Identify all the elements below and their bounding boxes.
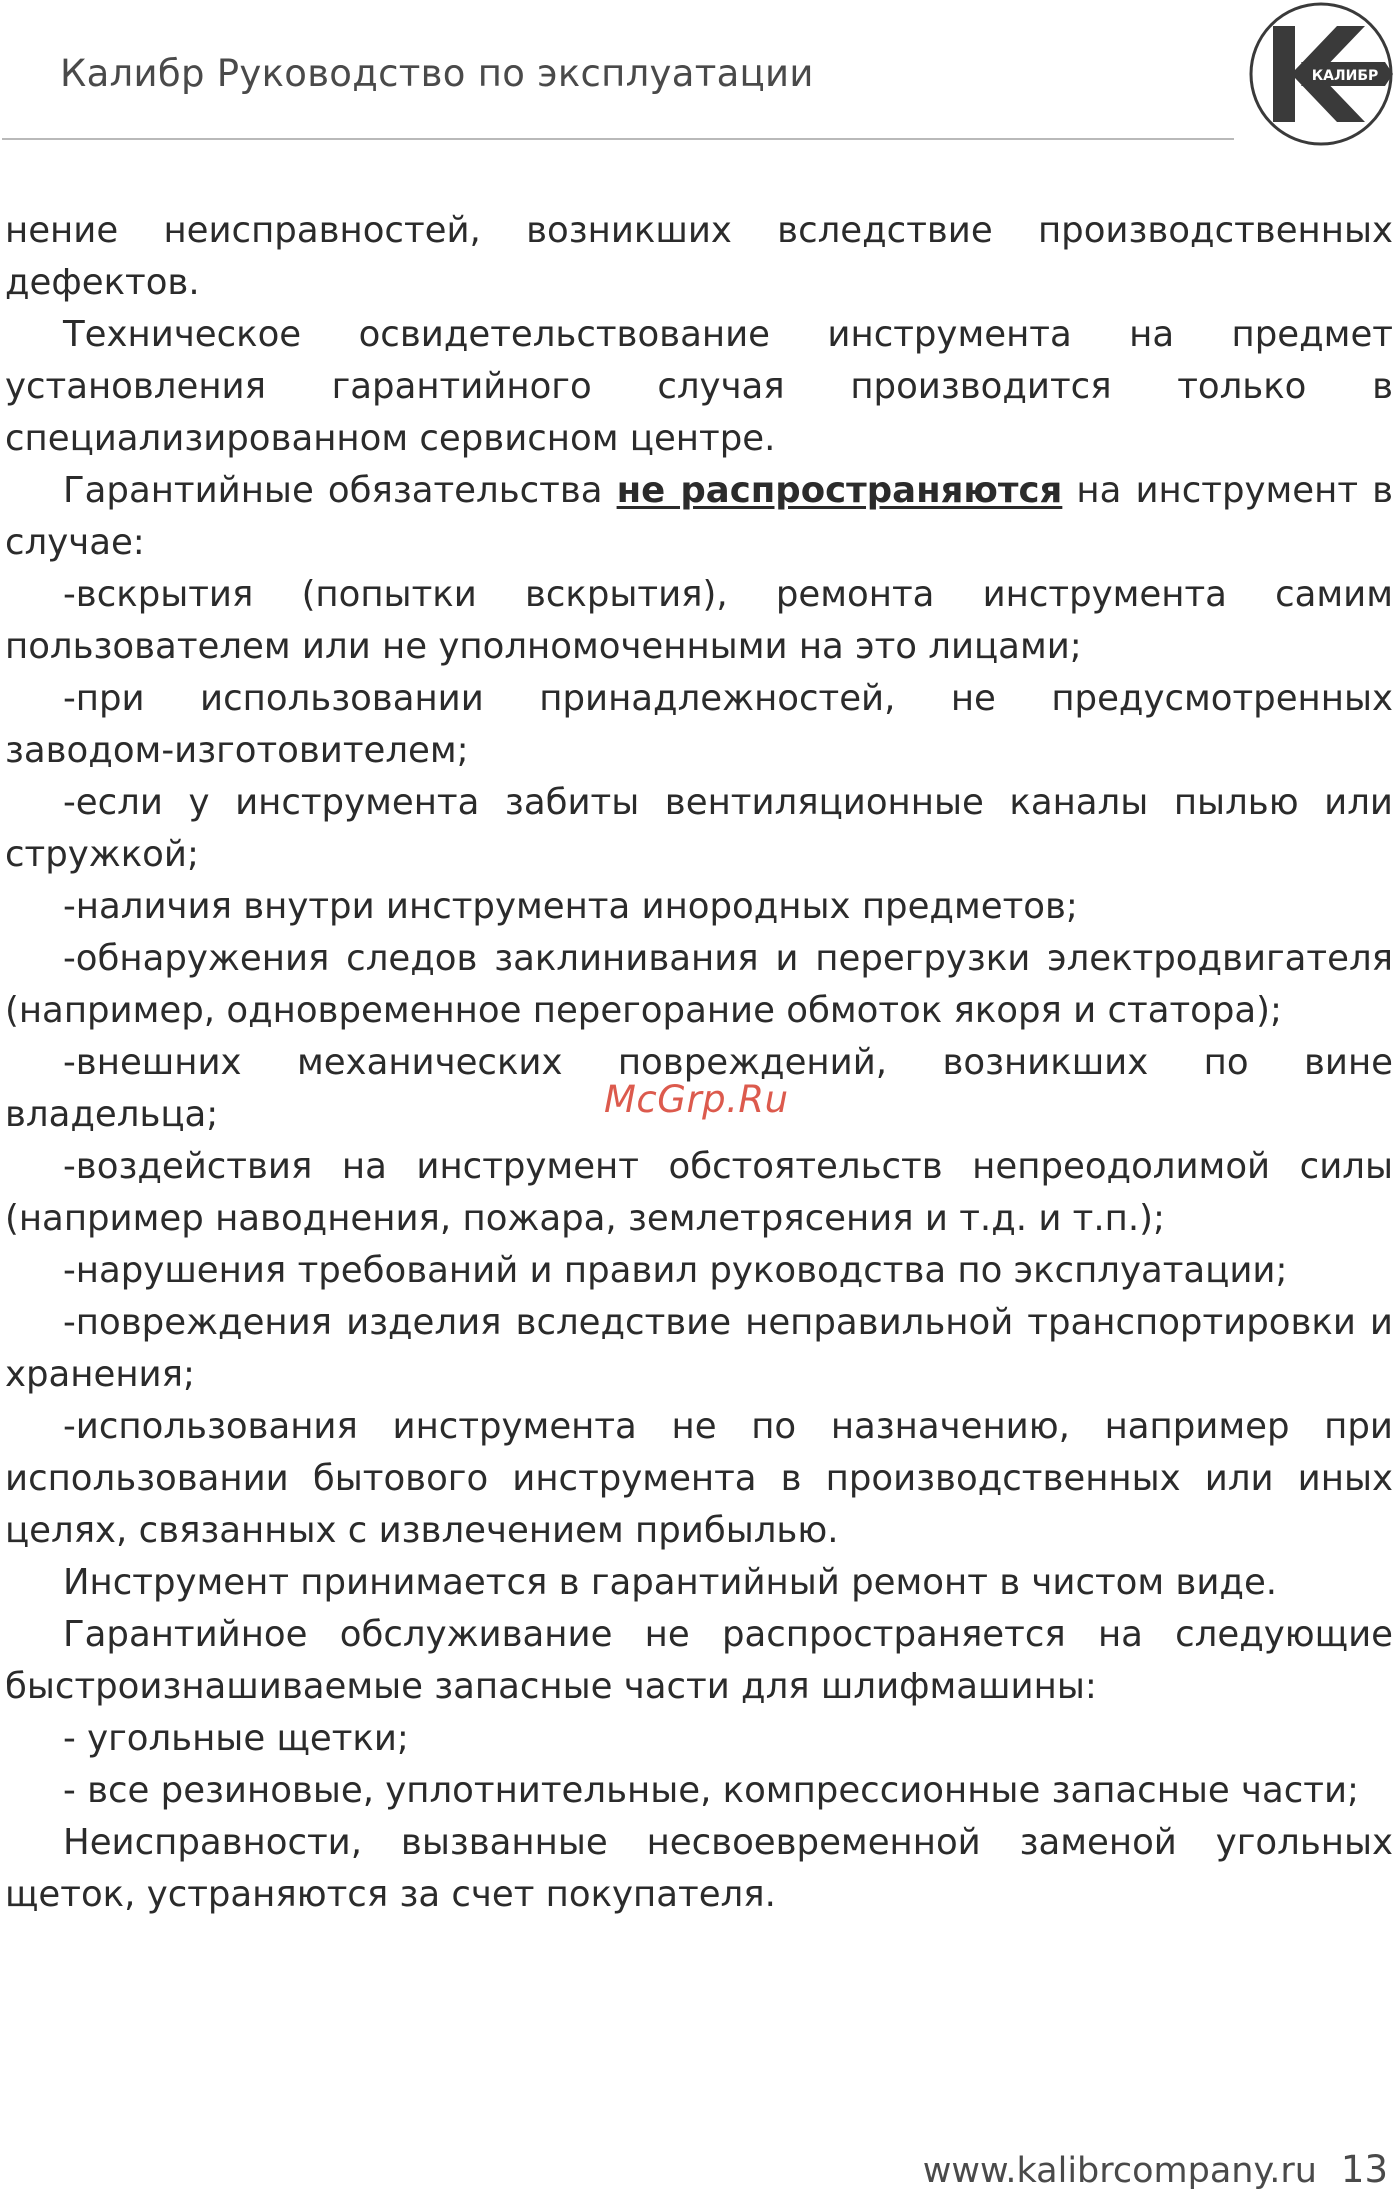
paragraph: Неисправности, вызванные несвоевременной заменой угольных щеток, устраняются за счет покупателя.	[5, 1822, 1393, 1915]
exclusion-item: -наличия внутри инструмента инородных предметов;	[63, 886, 1078, 927]
text-span: на инструмент в случае:	[5, 470, 1394, 563]
exclusion-item: -повреждения изделия вследствие неправильной транспортировки и хранения;	[5, 1302, 1393, 1395]
paragraph: Техническое освидетельствование инструмента на предмет установления гарантийного случая производится только в специализированном сервисном центре.	[5, 314, 1393, 459]
exclusion-item: -внешних механических повреждений, возникших по вине владельца;	[5, 1042, 1393, 1135]
emphasis-not-covered: не распространяются	[616, 470, 1063, 511]
part-item: - угольные щетки;	[63, 1718, 409, 1759]
text-span: Гарантийные обязательства	[63, 470, 617, 511]
exclusion-item: -если у инструмента забиты вентиляционные каналы пылью или стружкой;	[5, 782, 1393, 875]
header-divider	[2, 138, 1234, 140]
footer-url[interactable]: www.kalibrcompany.ru	[922, 2151, 1317, 2191]
kalibr-logo	[1245, 0, 1398, 148]
paragraph: Инструмент принимается в гарантийный ремонт в чистом виде.	[63, 1562, 1278, 1603]
kalibr-logo-icon	[1245, 0, 1398, 148]
page-footer	[923, 2148, 1388, 2191]
page-number: 13	[1340, 2148, 1388, 2191]
paragraph: нение неисправностей, возникших вследствие производственных дефектов.	[5, 210, 1393, 303]
exclusion-item: -использования инструмента не по назначению, например при использовании бытового инструмента в производственных или иных целях, связанных с извлечением прибылью.	[5, 1406, 1393, 1551]
exclusion-item: -нарушения требований и правил руководства по эксплуатации;	[63, 1250, 1288, 1291]
exclusion-item: -воздействия на инструмент обстоятельств непреодолимой силы (например наводнения, пожара, землетрясения и т.д. и т.п.);	[5, 1146, 1393, 1239]
paragraph-exclusions-intro	[5, 465, 1393, 569]
exclusion-item: -при использовании принадлежностей, не предусмотренных заводом-​изготовителем;	[5, 678, 1393, 771]
paragraph: Гарантийное обслуживание не распространяется на следующие быстроизнашиваемые запасные части для шлифмашины:	[5, 1614, 1393, 1707]
exclusion-item: -обнаружения следов заклинивания и перегрузки электродвигателя (например, одновременное перегорание обмоток якоря и статора);	[5, 938, 1393, 1031]
svg-text:КАЛИБР: КАЛИБР	[1311, 68, 1379, 84]
watermark: McGrp.Ru	[604, 1078, 789, 1121]
warranty-text-body	[5, 205, 1393, 1921]
exclusion-item: -вскрытия (попытки вскрытия), ремонта инструмента самим пользователем или не уполномоченными на это лицами;	[5, 574, 1393, 667]
page-header-title: Калибр Руководство по эксплуатации	[60, 52, 814, 95]
part-item: - все резиновые, уплотнительные, компрессионные запасные части;	[63, 1770, 1360, 1811]
